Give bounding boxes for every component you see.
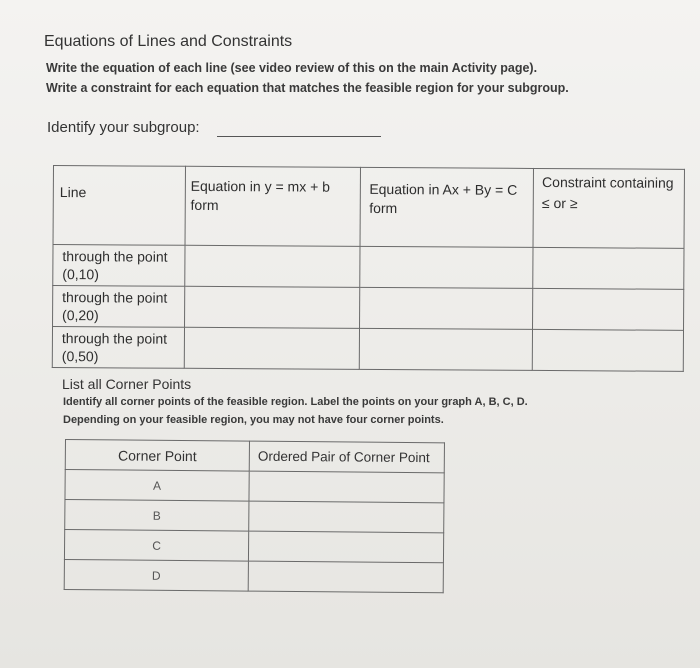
constraint-cell[interactable] xyxy=(533,247,684,289)
header-standard-form: Equation in Ax + By = C form xyxy=(360,167,533,247)
header-line: Line xyxy=(53,166,185,246)
header-ordered-pair: Ordered Pair of Corner Point xyxy=(249,441,444,473)
row-label: through the point (0,50) xyxy=(52,327,184,369)
row-label: through the point (0,10) xyxy=(53,245,185,287)
standard-form-cell[interactable] xyxy=(360,246,533,288)
lines-table-header xyxy=(53,166,684,249)
header-slope-intercept: Equation in y = mx + b form xyxy=(185,166,361,246)
slope-intercept-cell[interactable] xyxy=(184,327,360,369)
constraint-cell[interactable] xyxy=(533,288,684,330)
table-row xyxy=(52,327,683,372)
page-title: Equations of Lines and Constraints xyxy=(44,33,293,50)
corner-label: D xyxy=(64,559,248,591)
ordered-pair-cell[interactable] xyxy=(248,531,443,563)
subgroup-answer-blank[interactable] xyxy=(217,136,381,137)
corner-label: A xyxy=(65,470,249,502)
corner-label: B xyxy=(65,500,249,532)
corner-table-header xyxy=(65,440,444,473)
constraint-cell[interactable] xyxy=(532,329,683,371)
header-constraint: Constraint containing ≤ or ≥ xyxy=(533,168,684,248)
standard-form-cell[interactable] xyxy=(360,287,533,329)
corner-points-heading: List all Corner Points xyxy=(62,376,192,392)
table-row xyxy=(53,286,684,331)
table-row xyxy=(64,530,443,563)
ordered-pair-cell[interactable] xyxy=(248,561,443,593)
ordered-pair-cell[interactable] xyxy=(249,501,444,533)
lines-table xyxy=(52,165,685,372)
table-row xyxy=(64,559,443,592)
table-row xyxy=(53,245,684,290)
corner-instruction-2: Depending on your feasible region, you may not have four corner points. xyxy=(63,414,444,426)
slope-intercept-cell[interactable] xyxy=(185,245,361,287)
subgroup-label: Identify your subgroup: xyxy=(47,119,200,136)
standard-form-cell[interactable] xyxy=(360,328,533,370)
slope-intercept-cell[interactable] xyxy=(184,286,360,328)
table-row xyxy=(65,470,444,503)
ordered-pair-cell[interactable] xyxy=(249,471,444,503)
instruction-line-1: Write the equation of each line (see video review of this on the main Activity page). xyxy=(46,61,538,75)
table-row xyxy=(65,500,444,533)
corner-label: C xyxy=(64,530,248,562)
corner-points-table xyxy=(64,439,445,593)
header-corner-point: Corner Point xyxy=(65,440,249,472)
corner-instruction-1: Identify all corner points of the feasible region. Label the points on your graph A, B, C, D. xyxy=(63,396,528,408)
instruction-line-2: Write a constraint for each equation that matches the feasible region for your subgroup. xyxy=(46,81,569,95)
row-label: through the point (0,20) xyxy=(53,286,185,328)
